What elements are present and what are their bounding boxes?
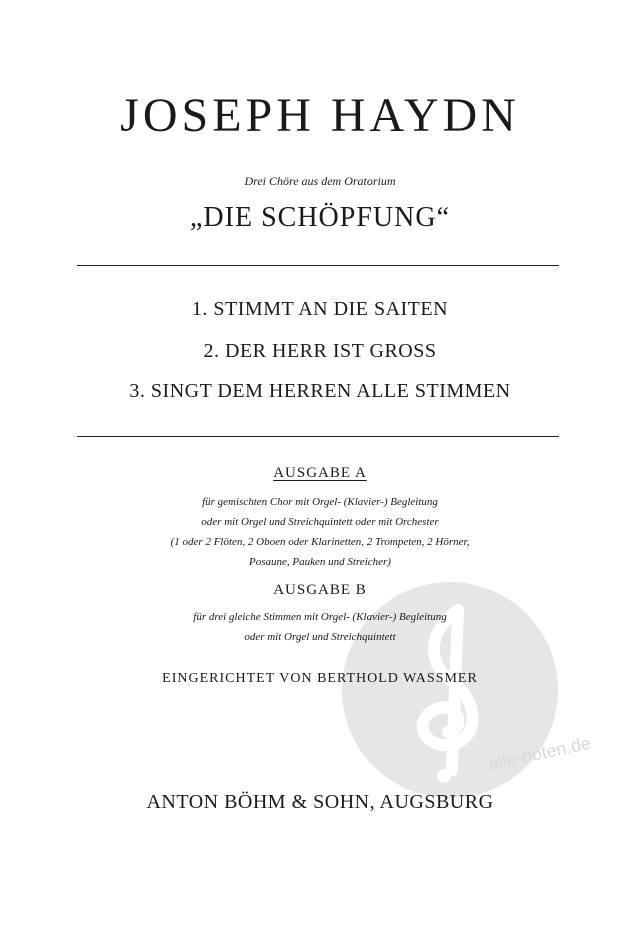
divider-bottom xyxy=(77,436,559,437)
piece-3 xyxy=(0,380,640,403)
edition-b-title: AUSGABE B xyxy=(273,582,367,598)
arranger-credit: EINGERICHTET VON BERTHOLD WASSMER xyxy=(162,671,478,686)
watermark-text: alle-noten.de xyxy=(486,732,593,774)
publisher: ANTON BÖHM & SOHN, AUGSBURG xyxy=(146,791,494,813)
edition-a-line: für gemischten Chor mit Orgel- (Klavier-) Begleitung xyxy=(202,496,438,508)
edition-b-line: oder mit Orgel und Streichquintett xyxy=(244,631,396,643)
work-title: „DIE SCHÖPFUNG“ xyxy=(190,202,450,233)
edition-a-line: (1 oder 2 Flöten, 2 Oboen oder Klarinetten, 2 Trompeten, 2 Hörner, xyxy=(170,536,470,548)
edition-a-title: AUSGABE A xyxy=(273,465,367,481)
edition-a-heading xyxy=(0,465,640,482)
edition-a-line: oder mit Orgel und Streichquintett oder mit Orchester xyxy=(201,516,439,528)
subtitle: Drei Chöre aus dem Oratorium xyxy=(244,174,396,188)
piece-1: 1. STIMMT AN DIE SAITEN xyxy=(191,298,449,320)
piece-2: 2. DER HERR IST GROSS xyxy=(203,340,437,362)
composer-name: JOSEPH HAYDN xyxy=(120,89,520,142)
edition-b-line: für drei gleiche Stimmen mit Orgel- (Klavier-) Begleitung xyxy=(193,611,447,623)
divider-top xyxy=(77,265,559,266)
piece-3-label: 3. SINGT DEM HERREN ALLE STIMMEN xyxy=(129,380,511,402)
edition-a-line: Posaune, Pauken und Streicher) xyxy=(249,556,391,568)
